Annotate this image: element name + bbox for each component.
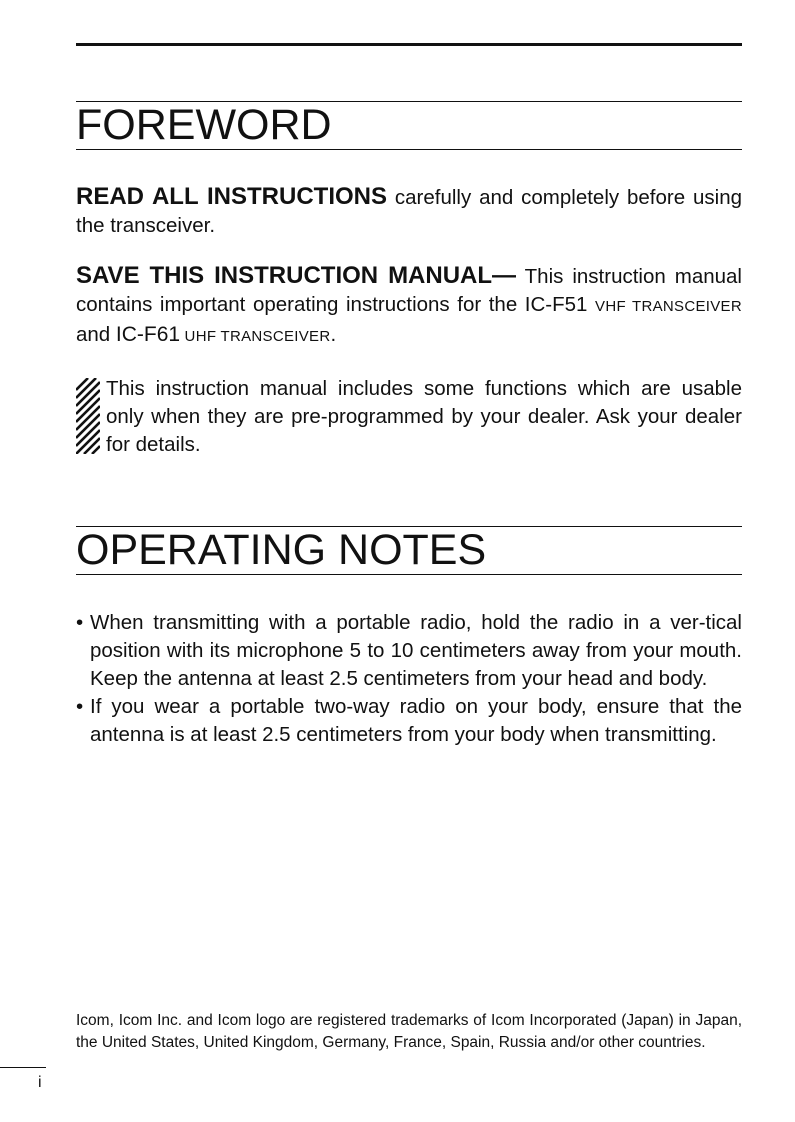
read-instructions-text: carefully and completely before using the transceiver. — [76, 186, 742, 237]
operating-notes-title: OPERATING NOTES — [76, 526, 487, 574]
uhf-label: UHF TRANSCEIVER — [180, 328, 331, 345]
period: . — [330, 323, 337, 346]
save-manual-lead: SAVE THIS INSTRUCTION MANUAL— — [76, 262, 517, 289]
vhf-label: VHF TRANSCEIVER — [595, 298, 742, 315]
page-number-rule — [0, 1067, 46, 1068]
trademark-notice: Icom, Icom Inc. and Icom logo are registered trademarks of Icom Incorporated (Japan) in Japan, the United States, United Kingdom, Germany, France, Spain, Russia and/or other countries. — [76, 1012, 742, 1051]
hatched-note-icon — [76, 378, 100, 454]
save-manual-paragraph — [76, 262, 742, 351]
read-instructions-paragraph — [76, 183, 742, 240]
operating-notes-rule-bottom — [76, 574, 742, 575]
list-item-text: When transmitting with a portable radio, hold the radio in a ver-tical position with its microphone 5 to 10 centimeters away from your mouth. Keep the antenna at least 2.5 centimeters from your head and body. — [90, 611, 742, 690]
bullet: • — [76, 611, 84, 634]
list-item-text: If you wear a portable two-way radio on your body, ensure that the antenna is at least 2.5 centimeters from your body when transmitting. — [90, 695, 742, 746]
foreword-title: FOREWORD — [76, 101, 332, 149]
model-ic-f61: IC-F61 — [115, 323, 181, 346]
dealer-note: This instruction manual includes some functions which are usable only when they are pre-programmed by your dealer. Ask your dealer for details. — [106, 377, 742, 456]
save-manual-text: This instruction manual contains important operating instructions for the IC-F51 — [76, 265, 742, 316]
list-item — [76, 693, 742, 749]
and-text: and — [76, 323, 116, 346]
list-item — [76, 609, 742, 693]
top-rule — [76, 43, 742, 46]
bullet: • — [76, 695, 84, 718]
read-instructions-lead: READ ALL INSTRUCTIONS — [76, 183, 388, 210]
foreword-rule-bottom — [76, 149, 742, 150]
operating-notes-list — [76, 609, 742, 749]
page-number: i — [38, 1074, 42, 1091]
